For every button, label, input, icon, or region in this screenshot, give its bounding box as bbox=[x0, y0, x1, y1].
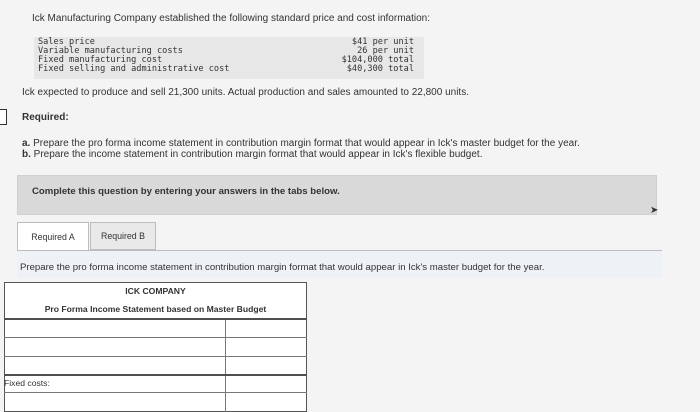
table-row-divider bbox=[4, 356, 307, 357]
cost-value-fixed-selling-admin: $40,300 total bbox=[346, 64, 414, 74]
question-b-letter: b. bbox=[22, 149, 31, 160]
instructions-banner-text: Complete this question by entering your answers in the tabs below. bbox=[32, 186, 340, 197]
table-header-divider bbox=[4, 318, 307, 320]
cost-value-sales-price: $41 per unit bbox=[351, 37, 414, 47]
cost-value-variable-manufacturing: 26 per unit bbox=[357, 46, 414, 56]
table-company-name: ICK COMPANY bbox=[125, 286, 186, 296]
table-statement-title: Pro Forma Income Statement based on Master Budget bbox=[44, 304, 267, 314]
table-row-divider bbox=[4, 337, 307, 338]
tab-required-b[interactable]: Required B bbox=[90, 222, 156, 250]
tab-required-a[interactable]: Required A bbox=[17, 222, 89, 251]
row-3-label-input[interactable] bbox=[6, 358, 223, 373]
question-b bbox=[22, 149, 483, 160]
question-a-text: Prepare the pro forma income statement in contribution margin format that would appear in Ick's master budget for the year. bbox=[33, 138, 580, 149]
fixed-costs-label: Fixed costs: bbox=[4, 378, 50, 388]
question-b-text: Prepare the income statement in contribution margin format that would appear in Ick's flexible budget. bbox=[33, 149, 483, 160]
fixed-costs-amount-input[interactable] bbox=[227, 376, 305, 391]
problem-intro: Ick Manufacturing Company established the following standard price and cost information: bbox=[32, 13, 430, 24]
question-a bbox=[22, 138, 580, 149]
expected-units-text: Ick expected to produce and sell 21,300 units. Actual production and sales amounted to 22,800 units. bbox=[22, 87, 469, 98]
row-3-amount-input[interactable] bbox=[227, 358, 305, 373]
row-1-label-input[interactable] bbox=[6, 321, 223, 336]
row-2-label-input[interactable] bbox=[6, 339, 223, 355]
table-column-divider bbox=[225, 320, 226, 412]
cost-label-fixed-selling-admin: Fixed selling and administrative cost bbox=[38, 64, 230, 74]
cost-value-fixed-manufacturing: $104,000 total bbox=[341, 55, 414, 65]
required-heading: Required: bbox=[22, 112, 69, 123]
cost-label-fixed-manufacturing: Fixed manufacturing cost bbox=[38, 55, 163, 65]
row-2-amount-input[interactable] bbox=[227, 339, 305, 355]
tab-instruction-text: Prepare the pro forma income statement in contribution margin format that would appear in Ick's master budget for the year. bbox=[20, 262, 545, 273]
row-5-amount-input[interactable] bbox=[227, 394, 305, 410]
mouse-cursor-icon: ➤ bbox=[650, 205, 659, 216]
required-marker bbox=[0, 109, 7, 125]
table-row-divider bbox=[4, 392, 307, 393]
row-1-amount-input[interactable] bbox=[227, 321, 305, 336]
cost-label-variable-manufacturing: Variable manufacturing costs bbox=[38, 46, 183, 56]
question-a-letter: a. bbox=[22, 138, 31, 149]
row-5-label-input[interactable] bbox=[6, 394, 223, 410]
cost-label-sales-price: Sales price bbox=[38, 37, 95, 47]
